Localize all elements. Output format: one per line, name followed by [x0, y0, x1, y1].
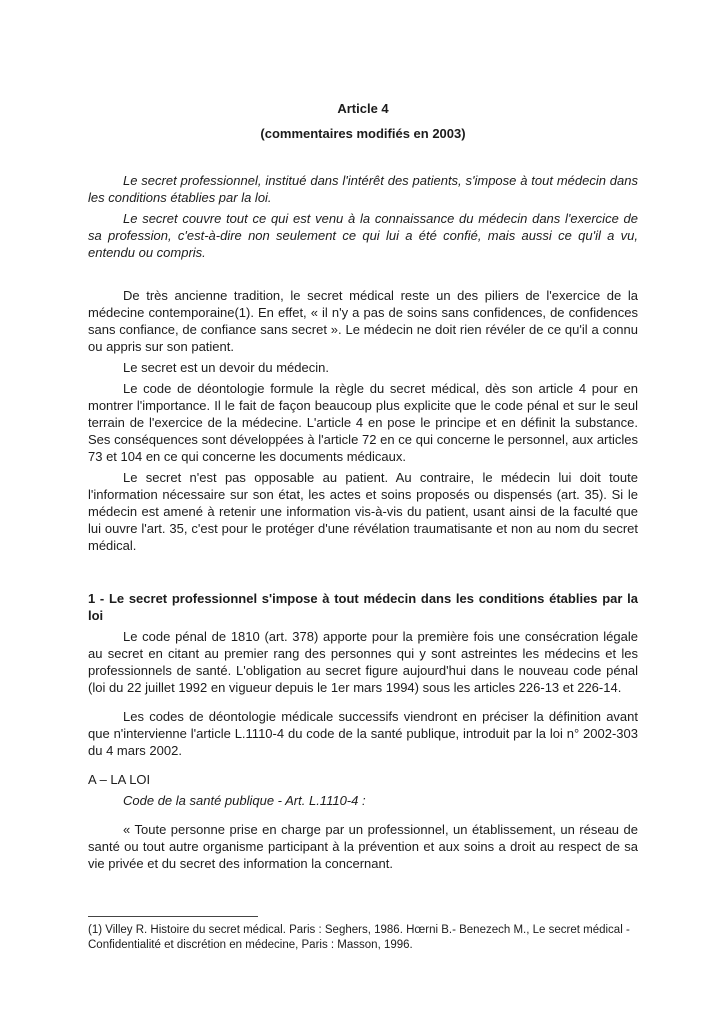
body-paragraph-1: De très ancienne tradition, le secret médical reste un des piliers de l'exercice de la médecine contemporaine(1). En effet, « il n'y a pas de soins sans confidences, de confidences sans confiance, de confiance sans secret ». Le médecin ne doit rien révéler de ce qu'il a connu ou appris sur son patient.	[88, 288, 638, 354]
document-title: Article 4	[337, 101, 389, 116]
body-paragraph-4: Le secret n'est pas opposable au patient. Au contraire, le médecin lui doit toute l'information nécessaire sur son état, les actes et soins proposés ou dispensés (art. 35). Si le médecin est amené à retenir une information vis-à-vis du patient, usant ainsi de la faculté que lui ouvre l'art. 35, c'est pour le protéger d'une révélation traumatisante et non au nom du secret médical.	[88, 470, 638, 553]
section-1-paragraph-1: Le code pénal de 1810 (art. 378) apporte pour la première fois une consécration légale au secret en citant au premier rang des personnes qui y sont astreintes les médecins et les professionnels de santé. L'obligation au secret figure aujourd'hui dans le nouveau code pénal (loi du 22 juillet 1992 en vigueur depuis le 1er mars 1994) sous les articles 226-13 et 226-14.	[88, 629, 638, 695]
footnote-text: (1) Villey R. Histoire du secret médical. Paris : Seghers, 1986. Hœrni B.- Benezech M., Le secret médical - Confidentialité et discrétion en médecine, Paris : Masson, 1996.	[88, 924, 630, 951]
intro-paragraph-2: Le secret couvre tout ce qui est venu à la connaissance du médecin dans l'exercice de sa profession, c'est-à-dire non seulement ce qui lui a été confié, mais aussi ce qu'il a vu, entendu ou compris.	[88, 211, 638, 260]
section-1-heading: 1 - Le secret professionnel s'impose à tout médecin dans les conditions établies par la loi	[88, 591, 638, 623]
footnote-separator-rule	[88, 916, 258, 917]
body-paragraph-2: Le secret est un devoir du médecin.	[123, 360, 329, 375]
footnote-block	[88, 916, 638, 953]
citation-code-sante-publique: Code de la santé publique - Art. L.1110-4 :	[123, 793, 366, 808]
intro-paragraph-1: Le secret professionnel, institué dans l'intérêt des patients, s'impose à tout médecin dans les conditions établies par la loi.	[88, 173, 638, 205]
section-1-subheading-la-loi: A – LA LOI	[88, 772, 151, 787]
document-subtitle: (commentaires modifiés en 2003)	[260, 126, 466, 141]
body-paragraph-3: Le code de déontologie formule la règle du secret médical, dès son article 4 pour en montrer l'importance. Il le fait de façon beaucoup plus explicite que le code pénal et sur le seul terrain de l'exercice de la médecine. L'article 4 en pose le principe et en définit la substance. Ses conséquences sont développées à l'article 72 en ce qui concerne le personnel, aux articles 73 et 104 en ce qui concerne les documents médicaux.	[88, 381, 638, 464]
quote-paragraph: « Toute personne prise en charge par un professionnel, un établissement, un réseau de santé ou tout autre organisme participant à la prévention et aux soins a droit au respect de sa vie privée et du secret des information la concernant.	[88, 822, 638, 871]
section-1-paragraph-2: Les codes de déontologie médicale successifs viendront en préciser la définition avant que n'intervienne l'article L.1110-4 du code de la santé publique, introduit par la loi n° 2002-303 du 4 mars 2002.	[88, 709, 638, 758]
